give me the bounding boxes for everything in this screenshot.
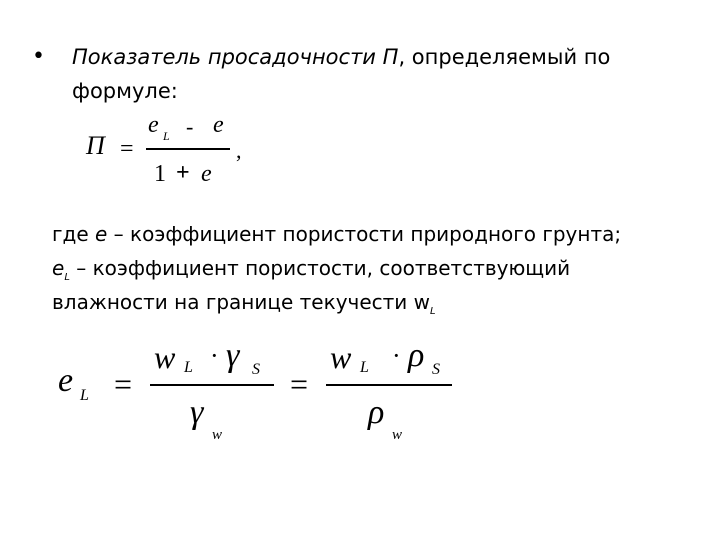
formula1-den-e: e [201, 161, 212, 187]
where-line1-text: – коэффициент пористости природного грунта; [107, 222, 622, 246]
where-var-wL-sub: L [430, 306, 436, 317]
formula2-lhs-e: e [58, 362, 74, 399]
where-line3 [52, 290, 692, 319]
formula2-num1-gamma: γ [226, 337, 240, 374]
formula2-num2-rsub: S [432, 361, 440, 378]
formula2-num1-w: w [154, 339, 176, 375]
formula1-comma: , [236, 138, 242, 163]
formula2-fraction-bar1 [150, 384, 274, 386]
formula2-den2-rho: ρ [368, 394, 385, 431]
where-line2-text: – коэффициент пористости, соответствующий [69, 256, 571, 280]
formula2-num1-wsub: L [184, 359, 193, 376]
formula2-num2-rho: ρ [408, 337, 425, 374]
formula2-den1-sub: w [212, 427, 223, 443]
formula2-num1-gsub: S [252, 361, 260, 378]
formula2-num1-dot: · [210, 341, 219, 370]
formula1-num-sub: L [163, 129, 170, 143]
where-line2 [52, 256, 692, 285]
where-var-eL-sub: L [64, 272, 70, 283]
formula2-equals2: = [290, 366, 309, 402]
bullet-dot: • [32, 44, 45, 69]
formula2-equals1: = [114, 366, 133, 402]
formula1-num-e: e [148, 112, 159, 138]
formula2-num2-dot: · [392, 341, 401, 370]
bullet-term: Показатель просадочности П [72, 45, 399, 69]
formula1-minus: - [186, 114, 194, 139]
formula2-den2-sub: w [392, 427, 403, 443]
formula1-plus: + [176, 160, 190, 186]
formula2-fraction-bar2 [326, 384, 452, 386]
formula1-lhs: П [86, 131, 105, 160]
formula2-lhs-sub: L [80, 387, 89, 404]
formula2-num2-w: w [330, 339, 352, 375]
where-var-e: е [95, 222, 108, 246]
formula1-den-one: 1 [154, 161, 166, 187]
formula1-equals: = [120, 136, 134, 162]
where-prefix: где [52, 222, 95, 246]
where-var-eL: e [52, 256, 65, 280]
formula2-den1-gamma: γ [190, 394, 204, 431]
bullet-text [72, 40, 692, 108]
formula2-num2-wsub: L [360, 359, 369, 376]
formula1-num-e2: e [213, 112, 224, 138]
bullet-rest-line1: , определяемый по [398, 45, 611, 69]
where-line1 [52, 222, 692, 246]
formula1-fraction-bar [146, 148, 230, 150]
bullet-rest-line2: формуле: [72, 79, 178, 103]
where-line3-text: влажности на границе текучести w [52, 290, 431, 314]
